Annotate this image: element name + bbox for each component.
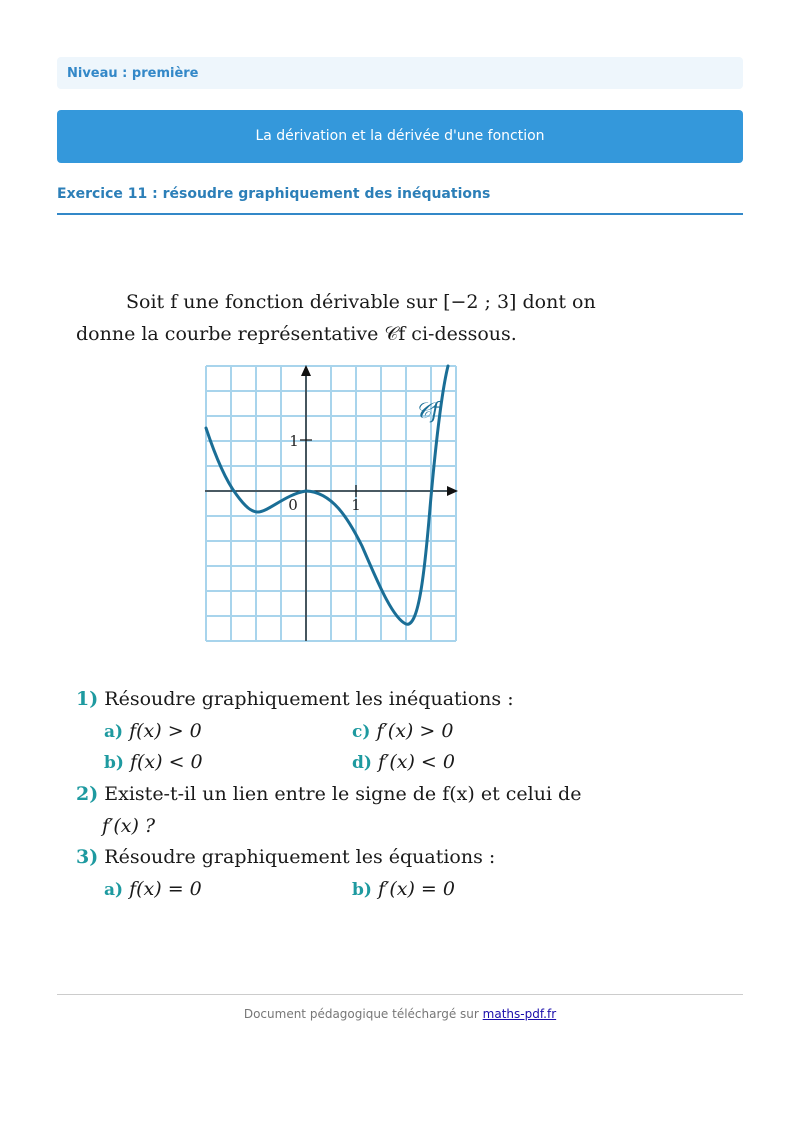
question-1b-expr: f(x) < 0 [129, 751, 203, 773]
question-1b-label: b) [104, 753, 124, 773]
level-text: Niveau : première [67, 66, 199, 81]
intro-line-1: Soit f une fonction dérivable sur [−2 ; 3] dont on [126, 291, 596, 313]
question-3a-expr: f(x) = 0 [129, 878, 202, 900]
question-3a [104, 878, 202, 900]
curve-label: 𝒞f [415, 399, 440, 424]
question-1d-label: d) [352, 753, 372, 773]
question-1d-expr: f′(x) < 0 [377, 751, 455, 773]
question-1c-label: c) [352, 722, 371, 742]
intro-line-2: donne la courbe représentative 𝒞f ci-dessous. [76, 323, 517, 345]
footer [57, 1007, 743, 1021]
question-3-text: Résoudre graphiquement les équations : [104, 846, 496, 868]
question-2-continued [102, 815, 155, 837]
y-tick-label: 1 [289, 432, 299, 450]
level-banner [57, 57, 743, 89]
question-1d [352, 751, 455, 773]
question-1a-expr: f(x) > 0 [129, 720, 202, 742]
question-1 [76, 688, 514, 710]
origin-label: 0 [288, 496, 298, 514]
question-3b-label: b) [352, 880, 372, 900]
question-3b-expr: f′(x) = 0 [377, 878, 455, 900]
footer-text: Document pédagogique téléchargé sur [243, 1007, 479, 1021]
lesson-title-banner [57, 110, 743, 163]
question-3-number: 3) [76, 846, 99, 868]
function-curve [206, 366, 448, 624]
question-1c-expr: f′(x) > 0 [376, 720, 454, 742]
x-tick-label: 1 [351, 496, 361, 514]
lesson-title: La dérivation et la dérivée d'une fonction [255, 128, 545, 144]
question-1-text: Résoudre graphiquement les inéquations : [104, 688, 514, 710]
footer-divider [57, 994, 743, 995]
question-2 [76, 783, 581, 805]
function-graph [200, 360, 462, 645]
question-2-text-2: f′(x) ? [102, 815, 156, 837]
question-1b [104, 751, 203, 773]
footer-link[interactable]: maths-pdf.fr [482, 1007, 557, 1021]
question-1a-label: a) [104, 722, 124, 742]
question-2-number: 2) [76, 783, 99, 805]
question-2-text: Existe-t-il un lien entre le signe de f(x) et celui de [104, 783, 582, 805]
question-3b [352, 878, 455, 900]
question-1c [352, 720, 453, 742]
exercise-intro [76, 286, 616, 350]
question-3a-label: a) [104, 880, 124, 900]
question-3 [76, 846, 495, 868]
exercise-heading: Exercice 11 : résoudre graphiquement des inéquations [57, 186, 743, 215]
question-1a [104, 720, 202, 742]
y-axis [301, 365, 311, 641]
question-1-number: 1) [76, 688, 99, 710]
